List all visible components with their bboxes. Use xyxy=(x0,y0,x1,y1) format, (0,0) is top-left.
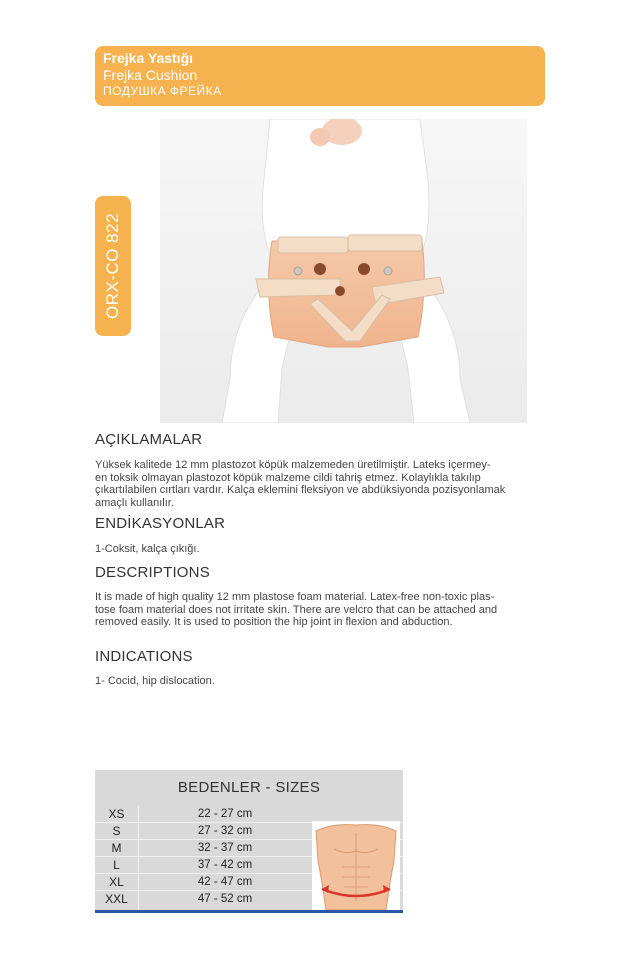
text-line: removed easily. It is used to position the hip joint in flexion and abduction. xyxy=(95,616,453,628)
text-line: çıkartılabilen cırtları vardır. Kalça eklemini fleksiyon ve abdüksiyonda pozisyonlamak xyxy=(95,484,506,496)
text-line: It is made of high quality 12 mm plastose foam material. Latex-free non-toxic plas- xyxy=(95,591,495,603)
product-photo xyxy=(160,119,527,423)
section-title-aciklamalar: AÇIKLAMALAR xyxy=(95,431,203,448)
section-title-endikasyonlar: ENDİKASYONLAR xyxy=(95,515,226,532)
size-range: 22 - 27 cm xyxy=(197,808,253,820)
size-label: XS xyxy=(108,807,125,821)
baby-cushion-illustration xyxy=(160,119,527,423)
size-label: M xyxy=(111,841,122,855)
text-line: en toksik olmayan plastozot köpük malzeme cildi tahriş etmez. Kolaylıkla takılıp xyxy=(95,471,481,484)
text-line: 1-Coksit, kalça çıkığı. xyxy=(95,543,200,555)
size-label: L xyxy=(113,858,120,872)
size-range: 32 - 37 cm xyxy=(197,842,253,854)
title-russian: ПОДУШКА ФРЕЙКА xyxy=(103,84,222,98)
table-bottom-bar xyxy=(95,910,403,913)
product-code: ORX-CO 822 xyxy=(103,212,122,320)
text-line: 1- Cocid, hip dislocation. xyxy=(95,675,215,687)
size-range: 37 - 42 cm xyxy=(197,859,253,871)
size-label: XL xyxy=(109,875,124,889)
section-text-descriptions xyxy=(95,591,545,629)
section-text-aciklamalar xyxy=(95,459,545,509)
section-title-descriptions: DESCRIPTIONS xyxy=(95,564,210,581)
size-label: XXL xyxy=(105,892,128,906)
title-banner xyxy=(95,46,545,106)
text-line: Yüksek kalitede 12 mm plastozot köpük malzemeden üretilmiştir. Lateks içermey- xyxy=(95,459,491,471)
product-code-tab xyxy=(95,196,131,336)
size-table xyxy=(95,770,403,913)
title-turkish: Frejka Yastığı xyxy=(103,50,194,66)
size-range: 27 - 32 cm xyxy=(197,825,253,837)
torso-measurement-icon xyxy=(312,821,400,910)
section-title-indications: INDICATIONS xyxy=(95,648,193,665)
size-label: S xyxy=(112,824,121,838)
size-range: 47 - 52 cm xyxy=(197,893,253,905)
text-line: amaçlı kullanılır. xyxy=(95,496,174,509)
section-text-indications xyxy=(95,675,545,688)
title-english: Frejka Cushion xyxy=(103,67,198,83)
section-text-endikasyonlar xyxy=(95,543,545,556)
size-table-title: BEDENLER - SIZES xyxy=(177,779,321,796)
text-line: tose foam material does not irritate skin. There are velcro that can be attached and xyxy=(95,603,498,616)
size-range: 42 - 47 cm xyxy=(197,876,253,888)
